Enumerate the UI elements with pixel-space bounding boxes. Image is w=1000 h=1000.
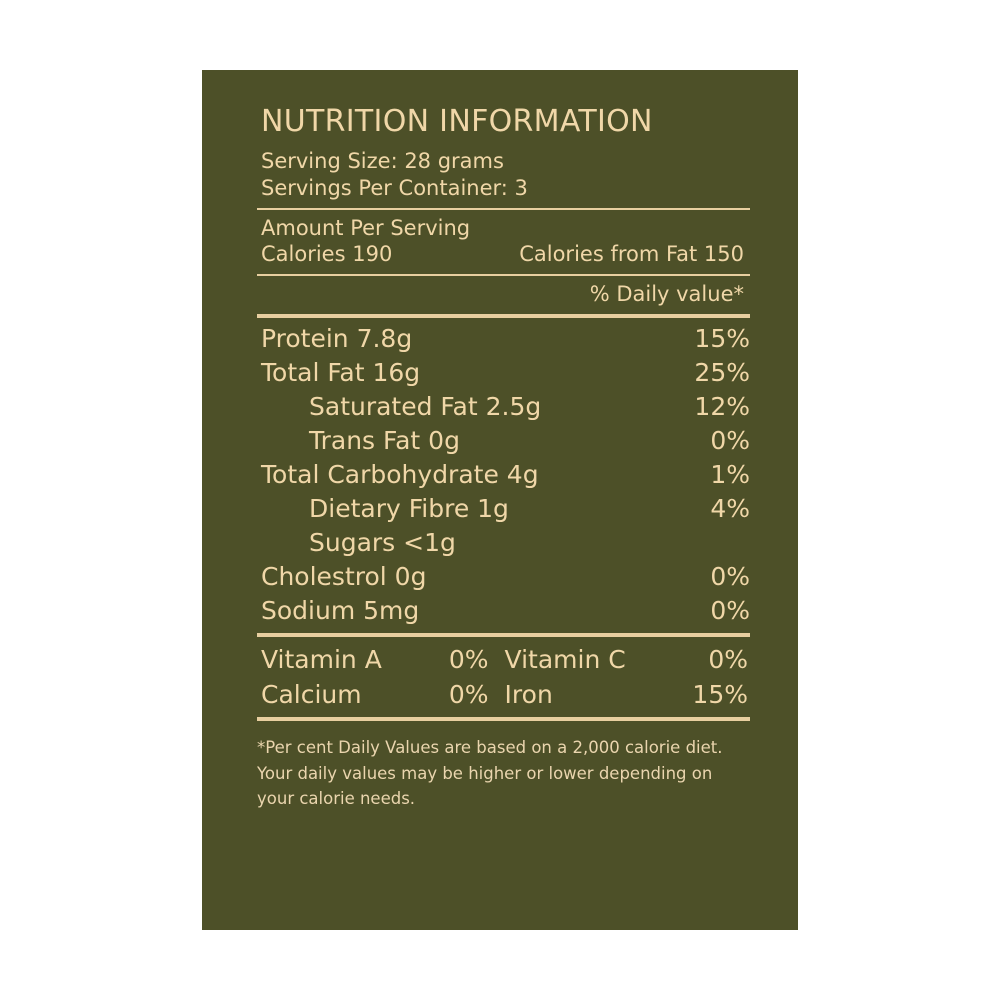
nutrient-row (261, 358, 750, 387)
nutrient-daily-value: 1% (710, 460, 750, 489)
nutrient-daily-value: 12% (694, 392, 750, 421)
nutrient-list (257, 324, 750, 625)
footnote-text: *Per cent Daily Values are based on a 2,000 calorie diet. Your daily values may be higher or lower depending on your calorie needs. (257, 738, 723, 809)
nutrient-row (261, 562, 750, 591)
nutrient-row (261, 596, 750, 625)
nutrient-label: Sugars <1g (309, 528, 456, 557)
nutrient-daily-value: 25% (694, 358, 750, 387)
divider-daily-value (257, 314, 750, 318)
nutrition-facts-panel (202, 70, 798, 930)
divider-vitamins (257, 633, 750, 637)
nutrient-daily-value: 0% (710, 426, 750, 455)
daily-value-header: % Daily value* (589, 282, 744, 306)
nutrient-row (261, 324, 750, 353)
calories-from-fat-label: Calories from Fat 150 (519, 242, 744, 266)
nutrient-row (261, 392, 750, 421)
nutrient-label: Cholestrol 0g (261, 562, 427, 591)
nutrient-label: Protein 7.8g (261, 324, 413, 353)
vitamin-value: 0% (448, 645, 489, 674)
vitamin-label: Vitamin C (504, 645, 626, 674)
nutrient-daily-value: 15% (694, 324, 750, 353)
servings-per-container-text: Servings Per Container: 3 (261, 176, 528, 200)
calories-row (261, 242, 744, 266)
vitamin-label: Calcium (261, 680, 362, 709)
nutrient-row (261, 426, 750, 455)
nutrient-row (261, 494, 750, 523)
nutrient-daily-value: 0% (710, 596, 750, 625)
nutrient-label: Total Carbohydrate 4g (261, 460, 539, 489)
page-title: NUTRITION INFORMATION (261, 104, 653, 139)
vitamin-label: Iron (504, 680, 553, 709)
nutrient-label: Sodium 5mg (261, 596, 420, 625)
nutrient-row (261, 460, 750, 489)
calories-label: Calories 190 (261, 242, 393, 266)
nutrient-label: Dietary Fibre 1g (309, 494, 509, 523)
vitamin-label: Vitamin A (261, 645, 382, 674)
divider-footnote (257, 717, 750, 721)
vitamin-mineral-grid (261, 645, 750, 709)
divider-top (257, 208, 750, 210)
nutrient-daily-value: 4% (710, 494, 750, 523)
nutrient-daily-value: 0% (710, 562, 750, 591)
divider-calories (257, 274, 750, 276)
vitamin-value: 0% (708, 645, 748, 674)
amount-per-serving-label: Amount Per Serving (261, 216, 471, 240)
vitamin-value: 0% (448, 680, 489, 709)
nutrient-label: Saturated Fat 2.5g (309, 392, 542, 421)
vitamin-value: 15% (692, 680, 748, 709)
serving-size-text: Serving Size: 28 grams (261, 149, 504, 173)
nutrient-row (261, 528, 750, 557)
nutrient-label: Trans Fat 0g (309, 426, 460, 455)
nutrient-label: Total Fat 16g (261, 358, 421, 387)
